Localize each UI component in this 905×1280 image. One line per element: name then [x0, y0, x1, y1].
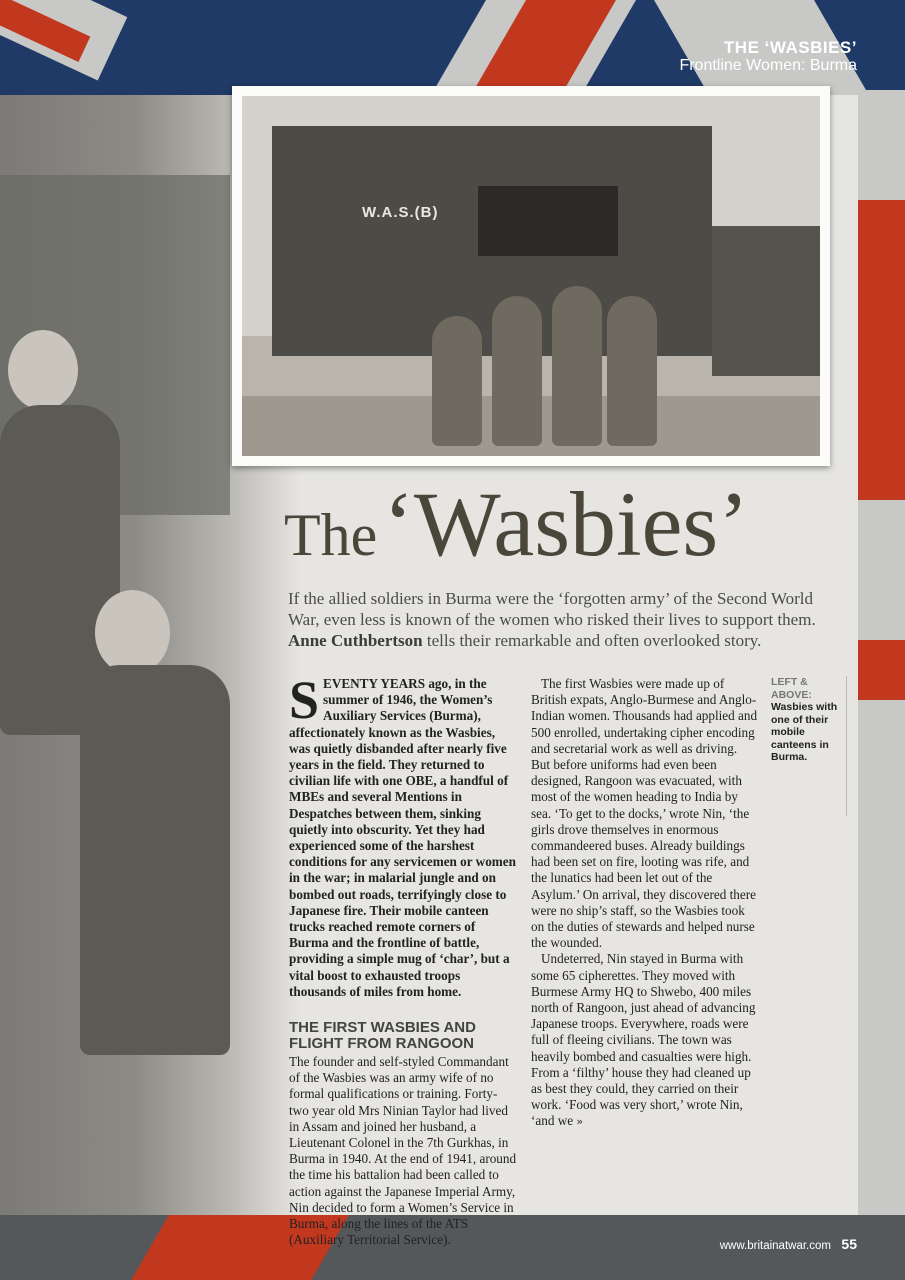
intro-text: EVENTY YEARS ago, in the summer of 1946, the Women’s Auxiliary Services (Burma), affectionately known as the Wasbies, was quietly disbanded after nearly five years in the field. They returned to civilian life with one OBE, a handful of MBEs and several Mentions in Despatches between them, sinking quietly into obscurity. Yet they had experienced some of the harshest conditions for any servicemen or women in the war; in malarial jungle and on bombed out roads, terrifyingly close to Japanese fire. Their mobile canteen trucks reached remote corners of Burma and the frontline of battle, providing a simple mug of ‘char’, but a vital boost to exhausted troops thousands of miles from home. — [289, 676, 516, 999]
subheading: THE FIRST WASBIES AND FLIGHT FROM RANGOON — [289, 1019, 476, 1053]
article-column-1 — [289, 670, 517, 1249]
page-number: 55 — [841, 1236, 857, 1252]
standfirst-text: If the allied soldiers in Burma were the ‘forgotten army’ of the Second World War, even less is known of the women who risked their lives to support them. — [288, 589, 816, 629]
caption-text: Wasbies with one of their mobile canteens in Burma. — [771, 701, 838, 763]
top-photo-mobile-canteen — [232, 86, 830, 466]
kicker-subtitle: Frontline Women: Burma — [679, 57, 857, 74]
body-paragraph-1: The founder and self-styled Commandant of the Wasbies was an army wife of no formal qualifications or training. Forty-two year old Mrs Ninian Taylor had lived in Assam and joined her husband, a Lieutenant Colonel in the 7th Gurkhas, in Burma in 1940. At the end of 1941, around the time his battalion had been called to action against the Japanese Imperial Army, Nin decided to form a Women’s Service in Burma, along the lines of the ATS (Auxiliary Territorial Service). — [289, 1054, 517, 1248]
caption-divider — [846, 676, 847, 816]
page-footer — [720, 1236, 857, 1254]
continue-arrows-icon: » — [576, 1115, 584, 1129]
intro-paragraph — [289, 670, 517, 1000]
body-paragraph-3 — [531, 951, 759, 1130]
title-the: The — [284, 502, 378, 568]
title-wasbies: ‘Wasbies’ — [383, 473, 749, 575]
article-title — [284, 473, 749, 575]
standfirst-tail: tells their remarkable and often overlooked story. — [422, 631, 762, 650]
photo-caption — [771, 676, 843, 764]
site-url[interactable]: www.britainatwar.com — [719, 1240, 831, 1252]
article-column-2 — [531, 676, 759, 1131]
caption-label: LEFT & ABOVE: — [771, 676, 812, 701]
body-paragraph-3-text: Undeterred, Nin stayed in Burma with some 65 cipherettes. They moved with Burmese Army HQ to Shwebo, 400 miles north of Rangoon, just ahead of advancing Japanese troops. Everywhere, roads were full of fleeing civilians. The town was heavily bombed and casualties were high. From a ‘filthy’ house they had cleaned up as best they could, they carried on their work. ‘Food was very short,’ wrote Nin, ‘and we — [531, 951, 756, 1129]
drop-cap: S — [289, 670, 320, 730]
body-paragraph-2: The first Wasbies were made up of British expats, Anglo-Burmese and Anglo-Indian women. Thousands had applied and 500 enrolled, undertaking cipher encoding and secretarial work as well as driving. But before uniforms had even been designed, Rangoon was evacuated, with most of the women heading to India by sea. ‘To get to the docks,’ wrote Nin, ‘the girls drove themselves in enormous commandeered buses. Already buildings had been set on fire, looting was rife, and the lunatics had been let out of the Asylum.’ On arrival, they discovered there were no ship’s staff, so the Wasbies took on the duties of stewards and helped nurse the wounded. — [531, 676, 758, 951]
kicker-title: THE ‘WASBIES’ — [723, 38, 857, 57]
author-name: Anne Cuthbertson — [288, 631, 423, 650]
section-kicker — [679, 38, 857, 75]
van-label: W.A.S.(B) — [362, 204, 439, 221]
standfirst — [288, 588, 848, 651]
